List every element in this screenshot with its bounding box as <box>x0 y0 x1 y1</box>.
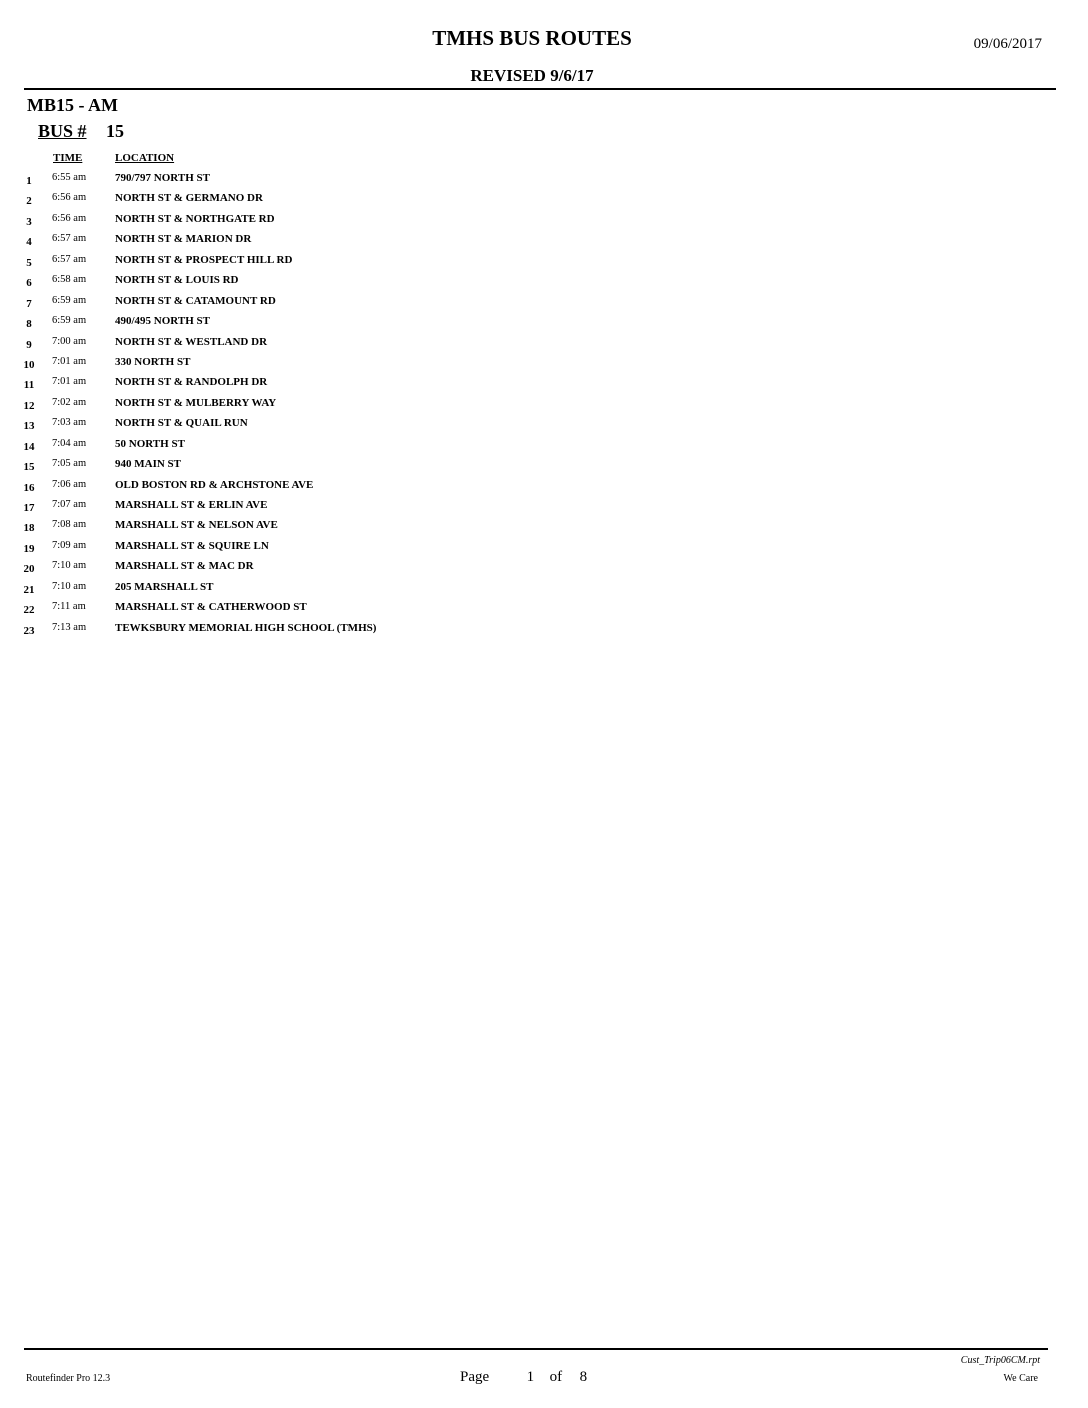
stop-location: 50 NORTH ST <box>115 437 185 450</box>
stop-row <box>0 353 600 373</box>
stop-location: NORTH ST & RANDOLPH DR <box>115 376 268 389</box>
stop-location: MARSHALL ST & SQUIRE LN <box>115 539 269 552</box>
stop-time: 7:04 am <box>52 437 87 449</box>
stop-location: TEWKSBURY MEMORIAL HIGH SCHOOL (TMHS) <box>115 621 377 634</box>
stop-row <box>0 578 600 598</box>
stop-number: 23 <box>23 624 35 637</box>
stops-list <box>0 169 600 639</box>
stop-number: 3 <box>26 215 32 228</box>
stop-time: 7:13 am <box>52 621 87 633</box>
stop-time: 7:05 am <box>52 458 87 470</box>
column-header-time: TIME <box>53 152 83 164</box>
stop-number: 1 <box>26 175 32 187</box>
stop-row <box>0 292 600 312</box>
stop-time: 6:57 am <box>52 253 87 265</box>
stop-location: MARSHALL ST & CATHERWOOD ST <box>115 601 307 614</box>
stop-row <box>0 251 600 271</box>
stop-time: 7:09 am <box>52 539 87 551</box>
stop-time: 7:11 am <box>52 601 86 613</box>
report-file-name: Cust_Trip06CM.rpt <box>960 1355 1040 1366</box>
footer-tagline: We Care <box>1003 1373 1038 1384</box>
stop-row <box>0 476 600 496</box>
stop-location: NORTH ST & CATAMOUNT RD <box>115 294 276 307</box>
stop-location: NORTH ST & WESTLAND DR <box>115 335 268 348</box>
stop-location: NORTH ST & MARION DR <box>115 233 252 246</box>
stop-time: 7:07 am <box>52 499 87 510</box>
stop-location: NORTH ST & GERMANO DR <box>115 192 263 205</box>
stop-row <box>0 537 600 557</box>
stop-number: 18 <box>23 522 35 535</box>
footer-divider <box>24 1348 1048 1350</box>
stop-row <box>0 598 600 618</box>
page-title: TMHS BUS ROUTES <box>432 26 632 50</box>
page-total: 8 <box>579 1369 588 1385</box>
stop-row <box>0 373 600 393</box>
bus-label: BUS # <box>38 121 87 141</box>
stop-location: 205 MARSHALL ST <box>115 580 214 593</box>
stop-row <box>0 210 600 230</box>
stop-row <box>0 169 600 189</box>
stop-number: 20 <box>23 563 35 576</box>
stop-location: NORTH ST & LOUIS RD <box>115 274 239 287</box>
stop-time: 7:03 am <box>52 417 87 429</box>
stop-location: NORTH ST & QUAIL RUN <box>115 417 248 430</box>
route-title: MB15 - AM <box>27 95 118 115</box>
stop-time: 6:59 am <box>52 315 87 327</box>
stop-number: 4 <box>26 236 32 249</box>
stop-number: 8 <box>26 318 32 331</box>
stop-time: 7:01 am <box>52 355 87 367</box>
page-indicator <box>460 1369 587 1386</box>
stop-number: 6 <box>26 277 32 290</box>
page-label: Page <box>460 1369 490 1385</box>
stop-location: NORTH ST & MULBERRY WAY <box>115 396 277 409</box>
stop-row <box>0 312 600 332</box>
stop-row <box>0 394 600 414</box>
stop-time: 6:57 am <box>52 233 87 245</box>
stop-location: OLD BOSTON RD & ARCHSTONE AVE <box>115 478 314 491</box>
stop-number: 14 <box>23 440 35 453</box>
stop-number: 17 <box>23 502 35 514</box>
column-header-location: LOCATION <box>115 152 175 164</box>
stop-number: 19 <box>23 542 35 555</box>
report-date: 09/06/2017 <box>973 36 1042 52</box>
stop-time: 7:01 am <box>52 376 87 388</box>
stop-location: MARSHALL ST & MAC DR <box>115 560 254 573</box>
stop-number: 13 <box>23 420 35 433</box>
stop-location: 490/495 NORTH ST <box>115 315 210 328</box>
stop-number: 22 <box>23 604 35 617</box>
stop-location: 940 MAIN ST <box>115 458 182 471</box>
stop-number: 15 <box>23 461 35 474</box>
stop-time: 7:02 am <box>52 396 87 408</box>
stop-number: 21 <box>23 583 35 596</box>
stop-row <box>0 414 600 434</box>
stop-row <box>0 619 600 639</box>
stop-time: 6:55 am <box>52 172 87 183</box>
stop-number: 9 <box>26 338 32 351</box>
header-divider <box>24 88 1056 90</box>
stop-number: 11 <box>23 379 35 392</box>
stop-time: 6:56 am <box>52 212 87 224</box>
stop-time: 7:10 am <box>52 580 87 592</box>
stop-location: 330 NORTH ST <box>115 355 191 368</box>
stop-row <box>0 435 600 455</box>
stop-row <box>0 455 600 475</box>
footer-software: Routefinder Pro 12.3 <box>26 1373 111 1384</box>
stop-number: 5 <box>26 256 32 269</box>
stop-number: 7 <box>26 297 32 310</box>
page-of: of <box>549 1369 563 1385</box>
stop-time: 7:08 am <box>52 519 87 531</box>
stop-time: 7:06 am <box>52 478 87 490</box>
stop-number: 2 <box>26 195 32 208</box>
stop-location: MARSHALL ST & ERLIN AVE <box>115 499 268 511</box>
stop-location: MARSHALL ST & NELSON AVE <box>115 519 278 532</box>
stop-location: 790/797 NORTH ST <box>115 172 210 184</box>
stop-time: 7:00 am <box>52 335 87 347</box>
stop-row <box>0 230 600 250</box>
stop-row <box>0 496 600 516</box>
stop-time: 6:58 am <box>52 274 87 286</box>
stop-time: 6:59 am <box>52 294 87 306</box>
page-subtitle: REVISED 9/6/17 <box>470 66 594 85</box>
stop-row <box>0 516 600 536</box>
page-current: 1 <box>526 1369 535 1385</box>
stop-row <box>0 271 600 291</box>
stop-time: 7:10 am <box>52 560 87 572</box>
bus-number: 15 <box>106 121 124 141</box>
stop-location: NORTH ST & NORTHGATE RD <box>115 212 275 225</box>
stop-row <box>0 333 600 353</box>
stop-time: 6:56 am <box>52 192 87 204</box>
stop-row <box>0 189 600 209</box>
stop-number: 10 <box>23 358 35 371</box>
stop-location: NORTH ST & PROSPECT HILL RD <box>115 253 293 266</box>
stop-number: 12 <box>23 399 35 412</box>
stop-row <box>0 557 600 577</box>
stop-number: 16 <box>23 481 35 494</box>
